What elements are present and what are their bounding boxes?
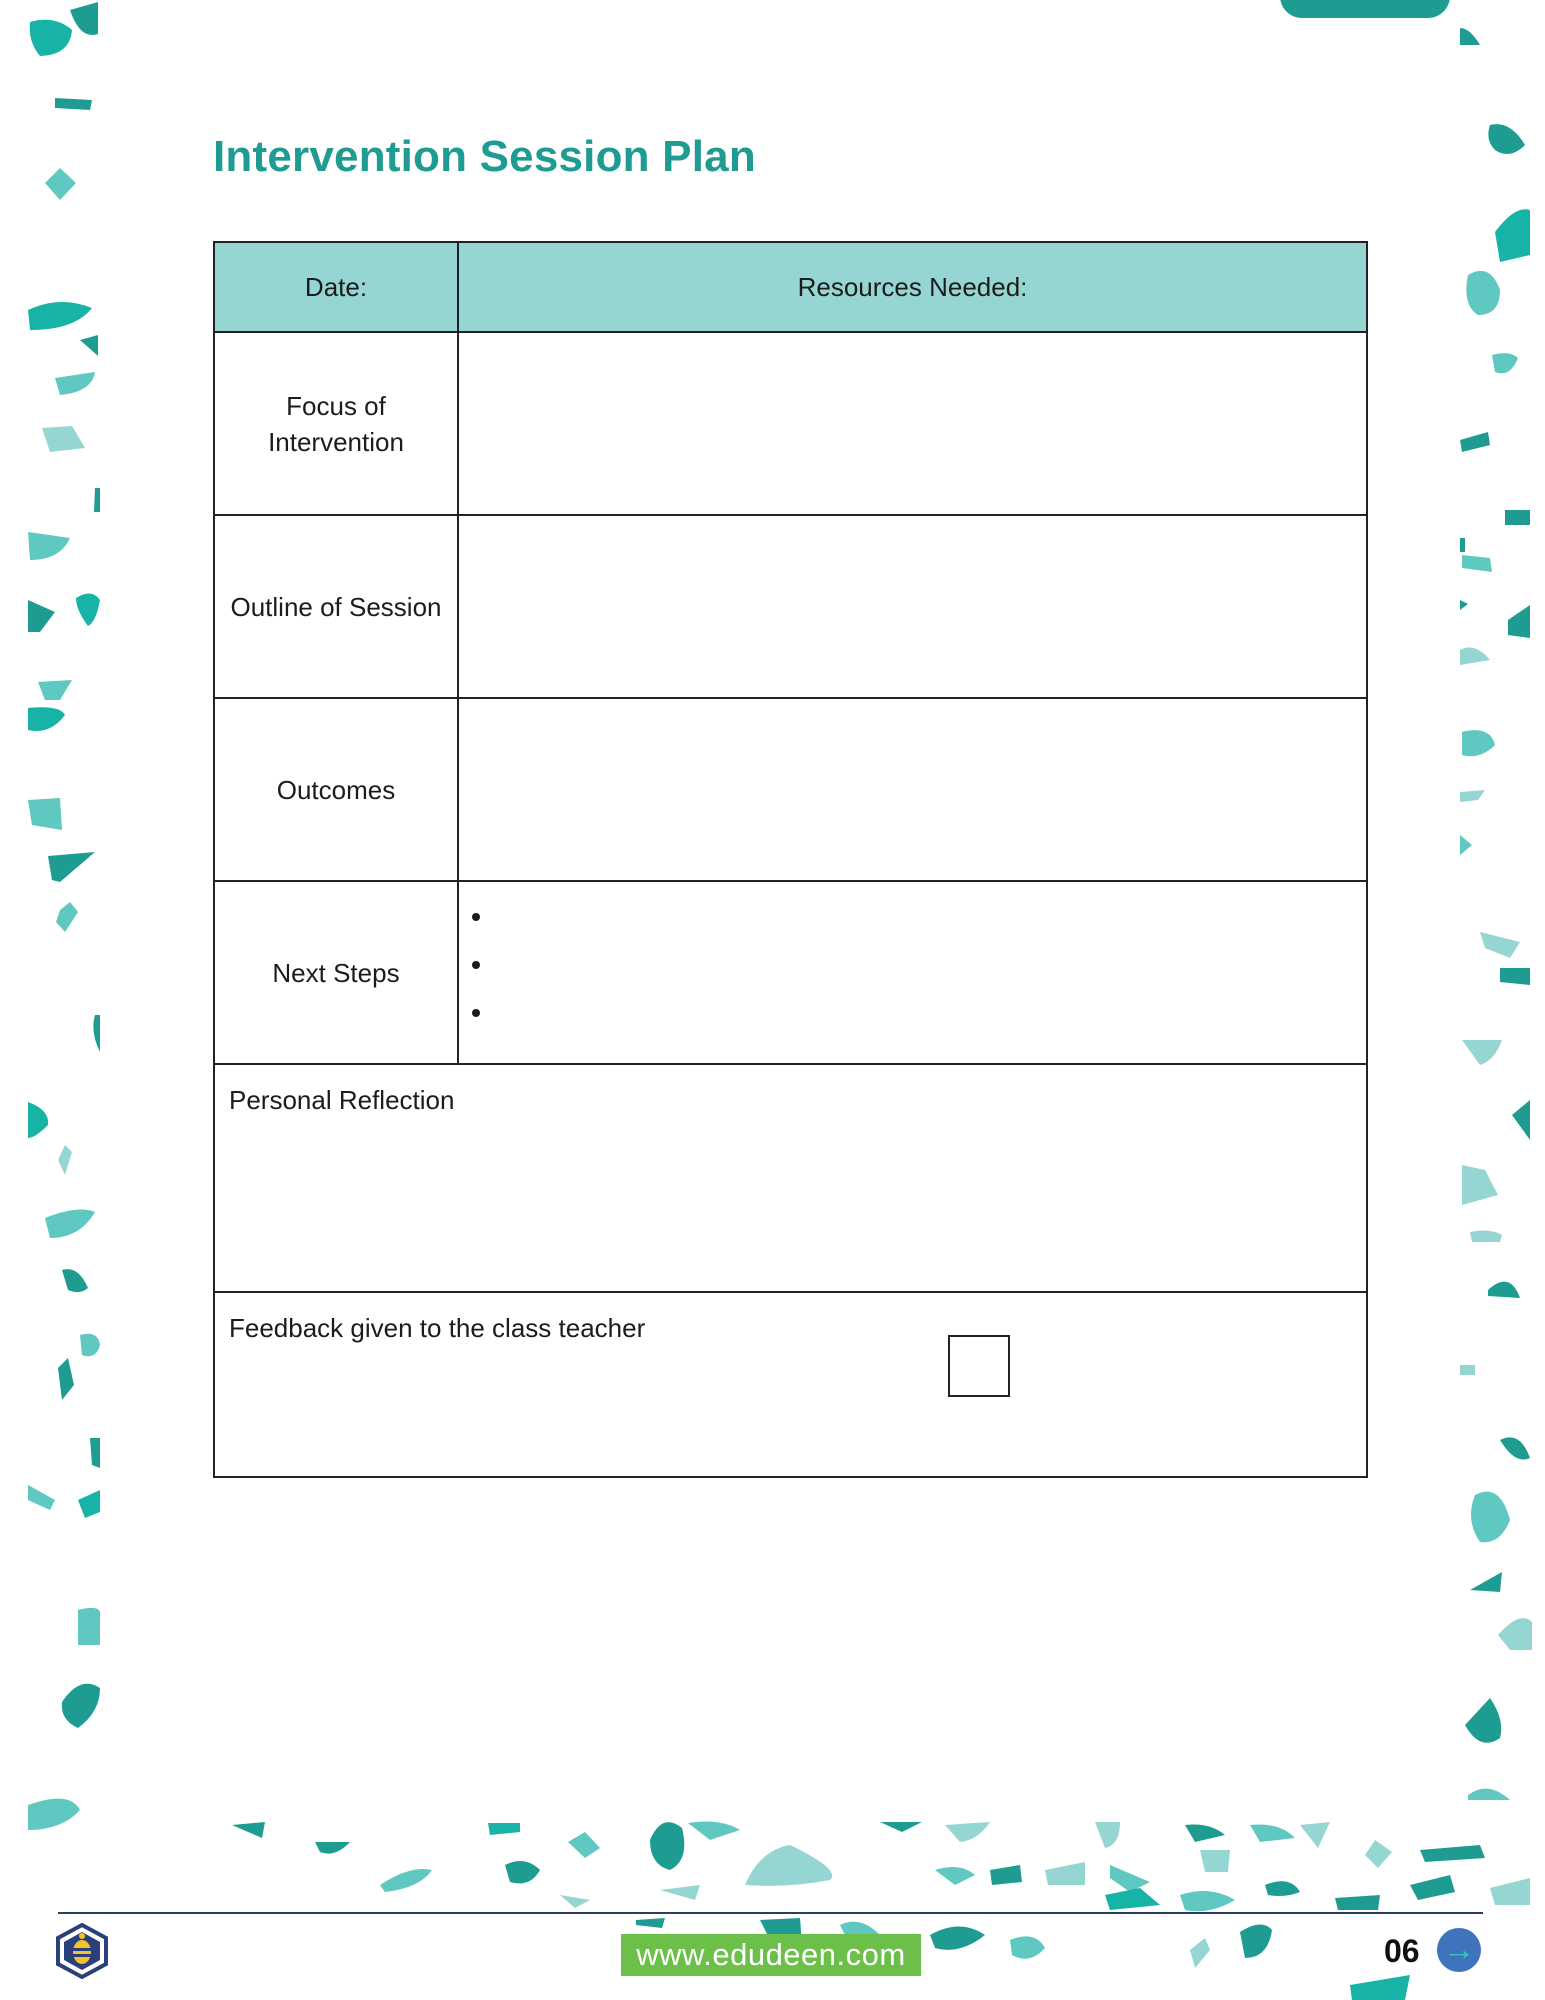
next-steps-label bbox=[214, 881, 458, 1064]
date-label: Date: bbox=[304, 271, 368, 302]
focus-label bbox=[214, 332, 458, 515]
website-link[interactable]: www.edudeen.com bbox=[621, 1934, 921, 1976]
reflection-row bbox=[214, 1064, 1367, 1292]
feedback-checkbox[interactable] bbox=[948, 1335, 1010, 1397]
reflection-label: Personal Reflection bbox=[229, 1085, 455, 1115]
next-steps-list bbox=[459, 901, 1366, 1045]
outcomes-label bbox=[214, 698, 458, 881]
list-item[interactable] bbox=[495, 949, 1366, 997]
outcomes-label-text: Outcomes bbox=[276, 774, 396, 805]
outline-input-cell[interactable] bbox=[458, 515, 1367, 698]
page-number: 06 bbox=[1384, 1933, 1420, 1969]
list-item[interactable] bbox=[495, 901, 1366, 949]
table-row bbox=[214, 881, 1367, 1064]
page-title: Intervention Session Plan bbox=[213, 132, 756, 181]
focus-input-cell[interactable] bbox=[458, 332, 1367, 515]
outline-label bbox=[214, 515, 458, 698]
feedback-label: Feedback given to the class teacher bbox=[229, 1313, 646, 1343]
focus-label-line-2: Intervention bbox=[268, 426, 404, 457]
resources-label: Resources Needed: bbox=[797, 271, 1028, 302]
session-plan-table bbox=[213, 241, 1368, 1478]
focus-label-line-1: Focus of bbox=[286, 390, 386, 421]
date-header[interactable] bbox=[214, 242, 458, 332]
next-steps-label-text: Next Steps bbox=[272, 957, 400, 988]
table-header-row bbox=[214, 242, 1367, 332]
table-row bbox=[214, 332, 1367, 515]
reflection-cell[interactable] bbox=[214, 1064, 1367, 1292]
footer-divider bbox=[58, 1912, 1483, 1914]
resources-header[interactable] bbox=[458, 242, 1367, 332]
feedback-cell bbox=[214, 1292, 1367, 1477]
table-row bbox=[214, 515, 1367, 698]
feedback-row bbox=[214, 1292, 1367, 1477]
bee-hexagon-logo bbox=[55, 1922, 109, 1980]
arrow-right-icon[interactable]: → bbox=[1437, 1928, 1481, 1972]
outline-label-text: Outline of Session bbox=[230, 591, 442, 622]
top-tab-decoration bbox=[1280, 0, 1450, 18]
table-row bbox=[214, 698, 1367, 881]
next-steps-input-cell[interactable] bbox=[458, 881, 1367, 1064]
list-item[interactable] bbox=[495, 997, 1366, 1045]
outcomes-input-cell[interactable] bbox=[458, 698, 1367, 881]
